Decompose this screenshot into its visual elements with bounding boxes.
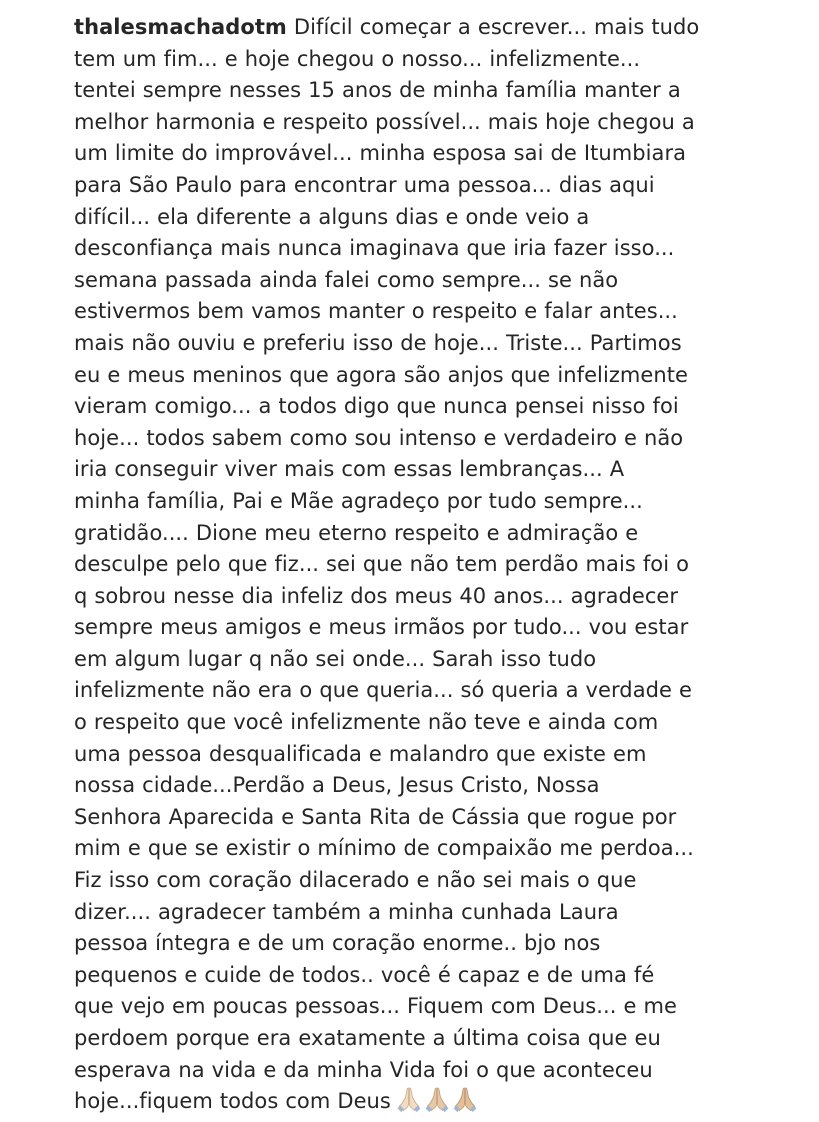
caption-line: gratidão.... Dione meu eterno respeito e admiração e: [74, 520, 639, 545]
caption-line: hoje... todos sabem como sou intenso e verdadeiro e não: [74, 425, 684, 450]
caption-line: Senhora Aparecida e Santa Rita de Cássia que rogue por: [74, 804, 677, 829]
caption-line: tentei sempre nesses 15 anos de minha família manter a: [74, 78, 681, 103]
caption-line: tem um fim... e hoje chegou o nosso... infelizmente...: [74, 46, 641, 71]
caption-line: mais não ouviu e preferiu isso de hoje... Triste... Partimos: [74, 330, 682, 355]
caption-line: um limite do improvável... minha esposa sai de Itumbiara: [74, 141, 687, 166]
caption-line: difícil... ela diferente a alguns dias e onde veio a: [74, 204, 590, 229]
caption-text: Difícil começar a escrever... mais tudo: [293, 15, 700, 39]
caption-line: sempre meus amigos e meus irmãos por tudo... vou estar: [74, 615, 689, 640]
caption-line: vieram comigo... a todos digo que nunca pensei nisso foi: [74, 394, 679, 419]
praying-hands-icon: [453, 1086, 477, 1112]
caption-line: pequenos e cuide de todos.. você é capaz e de uma fé: [74, 962, 655, 987]
caption-line: para São Paulo para encontrar uma pessoa... dias aqui: [74, 172, 655, 197]
caption-line: minha família, Pai e Mãe agradeço por tudo sempre...: [74, 488, 643, 513]
caption-line: em algum lugar q não sei onde... Sarah isso tudo: [74, 646, 597, 671]
caption-line: Fiz isso com coração dilacerado e não sei mais o que: [74, 868, 637, 893]
caption-line: iria conseguir viver mais com essas lembranças... A: [74, 457, 625, 482]
caption-line: infelizmente não era o que queria... só queria a verdade e: [74, 678, 692, 703]
caption-line: melhor harmonia e respeito possível... mais hoje chegou a: [74, 109, 695, 134]
praying-hands-icon: [425, 1086, 449, 1112]
caption-line: q sobrou nesse dia infeliz dos meus 40 anos... agradecer: [74, 583, 679, 608]
caption-line: uma pessoa desqualificada e malandro que existe em: [74, 741, 647, 766]
caption-line: estivermos bem vamos manter o respeito e falar antes...: [74, 299, 678, 324]
caption-line: eu e meus meninos que agora são anjos que infelizmente: [74, 362, 688, 387]
caption-line: semana passada ainda falei como sempre... se não: [74, 267, 619, 292]
caption-line: desconfiança mais nunca imaginava que iria fazer isso...: [74, 236, 675, 261]
emoji-group: [397, 1086, 481, 1122]
caption-line: nossa cidade...Perdão a Deus, Jesus Cristo, Nossa: [74, 773, 600, 798]
username-link[interactable]: thalesmachadotm: [74, 15, 287, 39]
caption-line: dizer.... agradecer também a minha cunhada Laura: [74, 899, 619, 924]
caption-line: que vejo em poucas pessoas... Fiquem com Deus... e me: [74, 994, 677, 1019]
caption-line: pessoa íntegra e de um coração enorme.. bjo nos: [74, 931, 601, 956]
caption-line: perdoem porque era exatamente a última coisa que eu: [74, 1026, 661, 1050]
caption-text: hoje...fiquem todos com Deus: [74, 1089, 391, 1114]
caption-line-1: [74, 12, 774, 44]
caption-line-last: [74, 1086, 774, 1122]
caption-line: o respeito que você infelizmente não teve e ainda com: [74, 710, 659, 735]
post-caption: [74, 12, 774, 1122]
praying-hands-icon: [397, 1086, 421, 1112]
caption-line: mim e que se existir o mínimo de compaixão me perdoa...: [74, 836, 694, 861]
caption-line: esperava na vida e da minha Vida foi o que aconteceu: [74, 1057, 653, 1082]
caption-line: desculpe pelo que fiz... sei que não tem perdão mais foi o: [74, 552, 690, 577]
